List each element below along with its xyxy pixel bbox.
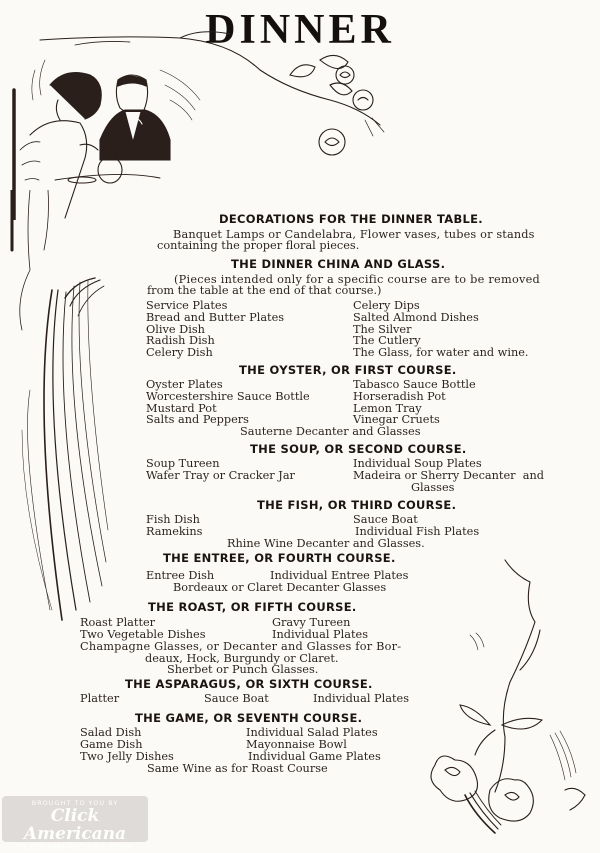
clickamericana-watermark <box>2 796 148 853</box>
list-item: Individual Plates <box>272 627 368 641</box>
list-item: Individual Game Plates <box>248 749 381 763</box>
couple-at-dinner-illustration-icon <box>0 30 420 220</box>
list-item: Two Vegetable Dishes <box>80 627 206 641</box>
list-item: Soup Tureen <box>146 457 220 470</box>
list-item: The Glass, for water and wine. <box>353 346 529 360</box>
list-item: Mustard Pot <box>146 401 217 415</box>
list-item: Lemon Tray <box>353 401 422 415</box>
watermark-url: CLICKAMERICANA.COM <box>17 843 133 853</box>
list-item: Game Dish <box>80 737 143 751</box>
list-item: Mayonnaise Bowl <box>246 737 347 751</box>
list-item: Olive Dish <box>146 322 205 336</box>
list-item: Two Jelly Dishes <box>80 749 174 763</box>
list-item: Salts and Peppers <box>146 413 249 427</box>
list-item: Service Plates <box>146 299 228 312</box>
list-item: Bread and Butter Plates <box>146 310 285 324</box>
watermark-line-1: BROUGHT TO YOU BY <box>31 799 119 807</box>
roast-footer-line-1: Champagne Glasses, or Decanter and Glasses for Bor- <box>80 640 402 653</box>
section-heading-roast: THE ROAST, OR FIFTH COURSE. <box>148 600 357 614</box>
watermark-logo: Click Americana <box>23 806 127 844</box>
section-heading-china: THE DINNER CHINA AND GLASS. <box>231 257 446 271</box>
oyster-left-list <box>146 379 310 426</box>
list-item: Salad Dish <box>80 726 142 739</box>
fish-footer: Rhine Wine Decanter and Glasses. <box>227 537 425 550</box>
page-title: DINNER <box>205 7 395 53</box>
china-note-line-2: from the table at the end of that course.) <box>147 284 382 297</box>
china-note-line-1: (Pieces intended only for a specific course are to be removed <box>174 273 541 286</box>
list-item: Gravy Tureen <box>272 616 351 629</box>
list-item: Glasses <box>411 480 455 494</box>
list-item: Individual Soup Plates <box>353 457 482 470</box>
section-heading-soup: THE SOUP, OR SECOND COURSE. <box>250 442 467 456</box>
list-item: Sauce Boat <box>353 513 418 526</box>
list-item: Individual Fish Plates <box>355 524 480 538</box>
section-heading-decorations: DECORATIONS FOR THE DINNER TABLE. <box>219 212 483 226</box>
list-item: Wafer Tray or Cracker Jar <box>146 468 295 482</box>
section-heading-oyster: THE OYSTER, OR FIRST COURSE. <box>239 363 457 377</box>
list-item: Ramekins <box>146 524 203 538</box>
entree-right-item: Individual Entree Plates <box>270 569 409 582</box>
list-item: Celery Dips <box>353 299 420 312</box>
list-item: Radish Dish <box>146 334 215 348</box>
list-item: Roast Platter <box>80 616 156 629</box>
asparagus-item-2: Sauce Boat <box>204 692 269 705</box>
list-item: Salted Almond Dishes <box>353 310 479 324</box>
entree-footer: Bordeaux or Claret Decanter Glasses <box>173 581 387 594</box>
roast-right-list <box>272 617 368 641</box>
roast-footer-line-3: Sherbet or Punch Glasses. <box>167 663 319 676</box>
list-item: Vinegar Cruets <box>353 413 440 427</box>
section-heading-asparagus: THE ASPARAGUS, OR SIXTH COURSE. <box>125 677 373 691</box>
section-heading-entree: THE ENTREE, OR FOURTH COURSE. <box>163 551 396 565</box>
asparagus-item-3: Individual Plates <box>313 692 409 705</box>
oyster-footer: Sauterne Decanter and Glasses <box>240 425 421 438</box>
game-footer: Same Wine as for Roast Course <box>147 762 328 775</box>
fish-right-list <box>353 514 479 538</box>
soup-right-list <box>353 458 544 493</box>
section-heading-fish: THE FISH, OR THIRD COURSE. <box>257 498 457 512</box>
list-item: Tabasco Sauce Bottle <box>353 378 476 391</box>
list-item: Horseradish Pot <box>353 389 446 403</box>
rose-cluster-illustration-icon <box>410 555 600 845</box>
list-item: Worcestershire Sauce Bottle <box>146 389 310 403</box>
asparagus-item-1: Platter <box>80 692 120 705</box>
list-item: Oyster Plates <box>146 378 223 391</box>
list-item: Fish Dish <box>146 513 200 526</box>
roast-footer-line-2: deaux, Hock, Burgundy or Claret. <box>145 652 339 665</box>
game-right-list <box>246 727 381 762</box>
oyster-right-list <box>353 379 476 426</box>
decorations-line-1: Banquet Lamps or Candelabra, Flower vases, tubes or stands <box>173 228 535 241</box>
list-item: Celery Dish <box>146 346 213 360</box>
fish-left-list <box>146 514 202 538</box>
roast-left-list <box>80 617 206 641</box>
list-item: The Cutlery <box>353 334 421 348</box>
section-heading-game: THE GAME, OR SEVENTH COURSE. <box>135 711 363 725</box>
soup-left-list <box>146 458 295 482</box>
list-item: Madeira or Sherry Decanter and <box>353 468 544 482</box>
skirt-sweep-illustration-icon <box>0 190 110 630</box>
china-right-list <box>353 300 529 359</box>
game-left-list <box>80 727 174 762</box>
list-item: Individual Salad Plates <box>246 726 378 739</box>
entree-left-item: Entree Dish <box>146 569 215 582</box>
china-left-list <box>146 300 284 359</box>
list-item: The Silver <box>353 322 412 336</box>
decorations-line-2: containing the proper floral pieces. <box>157 239 360 252</box>
